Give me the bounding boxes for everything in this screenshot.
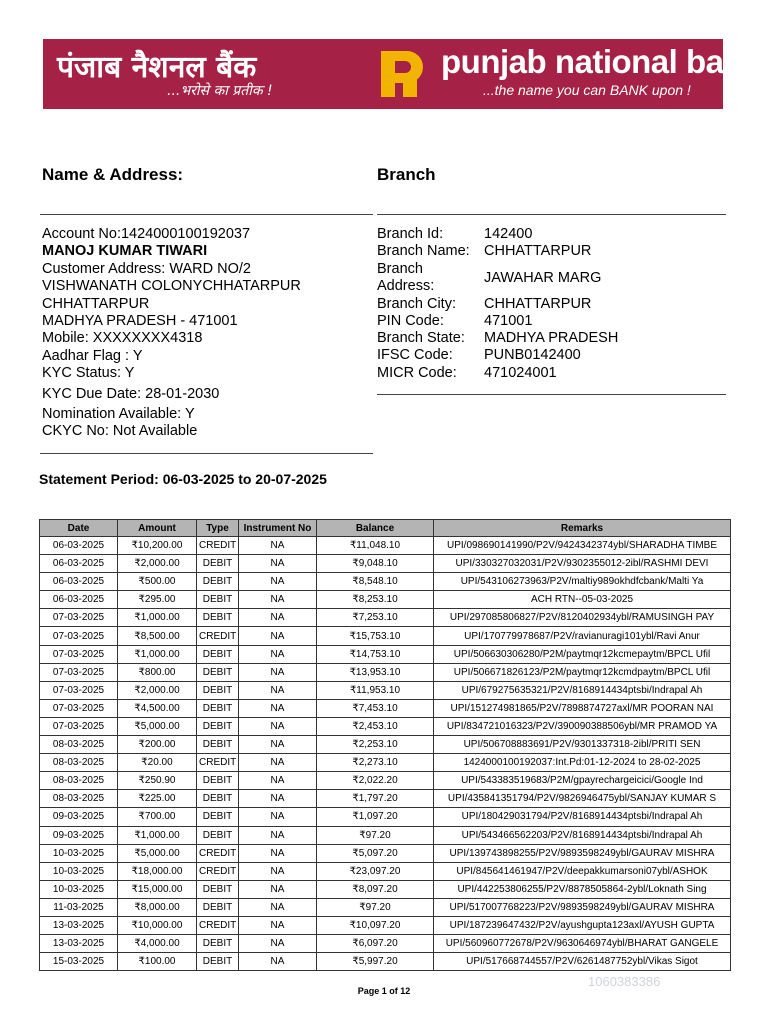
cell-type: DEBIT <box>197 681 239 699</box>
bank-tagline-english: ...the name you can BANK upon ! <box>483 82 691 98</box>
cell-instrument: NA <box>239 844 317 862</box>
cell-balance: ₹1,797.20 <box>317 790 434 808</box>
cell-instrument: NA <box>239 537 317 555</box>
cell-amount: ₹200.00 <box>118 736 197 754</box>
cell-type: DEBIT <box>197 573 239 591</box>
table-row <box>40 591 731 609</box>
table-row <box>40 699 731 717</box>
customer-address-line: MADHYA PRADESH - 471001 <box>42 313 238 330</box>
table-row <box>40 555 731 573</box>
cell-balance: ₹10,097.20 <box>317 916 434 934</box>
cell-amount: ₹700.00 <box>118 808 197 826</box>
cell-date: 09-03-2025 <box>40 826 118 844</box>
cell-amount: ₹5,000.00 <box>118 844 197 862</box>
cell-amount: ₹18,000.00 <box>118 862 197 880</box>
cell-remarks: UPI/151274981865/P2V/7898874727axl/MR POORAN NAI <box>434 699 731 717</box>
table-row <box>40 953 731 971</box>
cell-date: 11-03-2025 <box>40 898 118 916</box>
branch-value: PUNB0142400 <box>484 347 581 364</box>
table-row <box>40 862 731 880</box>
cell-amount: ₹225.00 <box>118 790 197 808</box>
cell-instrument: NA <box>239 772 317 790</box>
cell-amount: ₹100.00 <box>118 953 197 971</box>
cell-type: CREDIT <box>197 862 239 880</box>
table-row <box>40 717 731 735</box>
cell-amount: ₹295.00 <box>118 591 197 609</box>
cell-balance: ₹6,097.20 <box>317 935 434 953</box>
cell-type: DEBIT <box>197 555 239 573</box>
cell-instrument: NA <box>239 627 317 645</box>
column-header-amount: Amount <box>118 520 197 537</box>
cell-instrument: NA <box>239 953 317 971</box>
cell-instrument: NA <box>239 699 317 717</box>
cell-type: DEBIT <box>197 591 239 609</box>
cell-remarks: UPI/517668744557/P2V/6261487752ybl/Vikas Sigot <box>434 953 731 971</box>
cell-remarks: UPI/543383519683/P2M/gpayrechargeicici/Google Ind <box>434 772 731 790</box>
cell-remarks: UPI/543466562203/P2V/8168914434ptsbi/Indrapal Ah <box>434 826 731 844</box>
cell-amount: ₹1,000.00 <box>118 645 197 663</box>
aadhar-flag: Aadhar Flag : Y <box>42 347 143 364</box>
column-header-type: Type <box>197 520 239 537</box>
cell-date: 13-03-2025 <box>40 916 118 934</box>
branch-value: MADHYA PRADESH <box>484 330 619 347</box>
name-address-heading: Name & Address: <box>42 165 184 184</box>
cell-remarks: UPI/506708883691/P2V/9301337318-2ibl/PRITI SEN <box>434 736 731 754</box>
transactions-table <box>39 519 731 971</box>
branch-value: CHHATTARPUR <box>484 243 592 260</box>
cell-balance: ₹2,022.20 <box>317 772 434 790</box>
cell-remarks: UPI/297085806827/P2V/8120402934ybl/RAMUSINGH PAY <box>434 609 731 627</box>
customer-address-line: CHHATTARPUR <box>42 295 150 312</box>
cell-amount: ₹2,000.00 <box>118 681 197 699</box>
cell-date: 07-03-2025 <box>40 681 118 699</box>
cell-amount: ₹20.00 <box>118 754 197 772</box>
cell-remarks: UPI/560960772678/P2V/9630646974ybl/BHARAT GANGELE <box>434 935 731 953</box>
customer-details <box>42 226 301 441</box>
cell-instrument: NA <box>239 916 317 934</box>
cell-amount: ₹800.00 <box>118 663 197 681</box>
cell-date: 07-03-2025 <box>40 627 118 645</box>
cell-remarks: 1424000100192037:Int.Pd:01-12-2024 to 28-02-2025 <box>434 754 731 772</box>
cell-remarks: ACH RTN--05-03-2025 <box>434 591 731 609</box>
cell-remarks: UPI/845641461947/P2V/deepakkumarsoni07ybl/ASHOK <box>434 862 731 880</box>
branch-key: Branch Address: <box>377 260 435 294</box>
column-header-date: Date <box>40 520 118 537</box>
cell-instrument: NA <box>239 754 317 772</box>
cell-amount: ₹1,000.00 <box>118 826 197 844</box>
cell-type: DEBIT <box>197 953 239 971</box>
cell-date: 07-03-2025 <box>40 699 118 717</box>
cell-amount: ₹4,000.00 <box>118 935 197 953</box>
cell-balance: ₹5,997.20 <box>317 953 434 971</box>
cell-remarks: UPI/180429031794/P2V/8168914434ptsbi/Indrapal Ah <box>434 808 731 826</box>
cell-type: CREDIT <box>197 916 239 934</box>
cell-balance: ₹13,953.10 <box>317 663 434 681</box>
cell-date: 10-03-2025 <box>40 844 118 862</box>
cell-date: 13-03-2025 <box>40 935 118 953</box>
column-header-balance: Balance <box>317 520 434 537</box>
branch-key: Branch Name: <box>377 243 470 260</box>
cell-amount: ₹10,200.00 <box>118 537 197 555</box>
table-row <box>40 880 731 898</box>
customer-mobile: Mobile: XXXXXXXX4318 <box>42 330 203 347</box>
cell-balance: ₹14,753.10 <box>317 645 434 663</box>
cell-type: DEBIT <box>197 808 239 826</box>
transactions-body <box>40 537 731 971</box>
branch-value: CHHATTARPUR <box>484 295 592 312</box>
cell-balance: ₹23,097.20 <box>317 862 434 880</box>
cell-instrument: NA <box>239 790 317 808</box>
branch-value: 471001 <box>484 312 533 329</box>
branch-key: Branch State: <box>377 330 465 347</box>
cell-amount: ₹4,500.00 <box>118 699 197 717</box>
customer-address-line: VISHWANATH COLONYCHHATARPUR <box>42 278 301 295</box>
cell-instrument: NA <box>239 555 317 573</box>
bank-name-hindi: पंजाब नैशनल बैंक <box>57 50 257 85</box>
cell-type: DEBIT <box>197 898 239 916</box>
divider <box>377 394 726 395</box>
cell-remarks: UPI/139743898255/P2V/9893598249ybl/GAURAV MISHRA <box>434 844 731 862</box>
cell-type: DEBIT <box>197 717 239 735</box>
cell-date: 07-03-2025 <box>40 609 118 627</box>
cell-remarks: UPI/170779978687/P2V/ravianuragi101ybl/Ravi Anur <box>434 627 731 645</box>
cell-instrument: NA <box>239 591 317 609</box>
cell-date: 06-03-2025 <box>40 537 118 555</box>
cell-type: DEBIT <box>197 645 239 663</box>
bank-tagline-hindi: ...भरोसे का प्रतीक ! <box>167 83 273 99</box>
table-row <box>40 935 731 953</box>
cell-balance: ₹1,097.20 <box>317 808 434 826</box>
cell-type: CREDIT <box>197 627 239 645</box>
column-header-instrument: Instrument No <box>239 520 317 537</box>
divider <box>40 453 373 454</box>
branch-key: PIN Code: <box>377 312 444 329</box>
cell-instrument: NA <box>239 573 317 591</box>
cell-balance: ₹7,253.10 <box>317 609 434 627</box>
cell-remarks: UPI/187239647432/P2V/ayushgupta123axl/AYUSH GUPTA <box>434 916 731 934</box>
cell-date: 07-03-2025 <box>40 645 118 663</box>
table-row <box>40 573 731 591</box>
cell-remarks: UPI/506630306280/P2M/paytmqr12kcmepaytm/BPCL Ufil <box>434 645 731 663</box>
cell-type: DEBIT <box>197 609 239 627</box>
cell-remarks: UPI/442253806255/P2V/8878505864-2ybl/Loknath Sing <box>434 880 731 898</box>
table-row <box>40 826 731 844</box>
bank-banner <box>43 39 762 109</box>
cell-amount: ₹250.90 <box>118 772 197 790</box>
branch-value: 471024001 <box>484 364 557 381</box>
cell-balance: ₹15,753.10 <box>317 627 434 645</box>
cell-remarks: UPI/098690141990/P2V/9424342374ybl/SHARADHA TIMBE <box>434 537 731 555</box>
table-row <box>40 627 731 645</box>
cell-instrument: NA <box>239 736 317 754</box>
divider <box>377 214 726 215</box>
table-row <box>40 916 731 934</box>
cell-date: 15-03-2025 <box>40 953 118 971</box>
branch-heading: Branch <box>377 165 436 184</box>
cell-balance: ₹11,048.10 <box>317 537 434 555</box>
cell-type: DEBIT <box>197 736 239 754</box>
cell-remarks: UPI/679275635321/P2V/8168914434ptsbi/Indrapal Ah <box>434 681 731 699</box>
cell-amount: ₹10,000.00 <box>118 916 197 934</box>
cell-remarks: UPI/543106273963/P2V/maltiy989okhdfcbank/Malti Ya <box>434 573 731 591</box>
cell-amount: ₹5,000.00 <box>118 717 197 735</box>
cell-instrument: NA <box>239 862 317 880</box>
cell-type: DEBIT <box>197 826 239 844</box>
cell-remarks: UPI/517007768223/P2V/9893598249ybl/GAURAV MISHRA <box>434 898 731 916</box>
branch-key: MICR Code: <box>377 364 457 381</box>
cell-balance: ₹7,453.10 <box>317 699 434 717</box>
cell-instrument: NA <box>239 645 317 663</box>
cell-amount: ₹8,500.00 <box>118 627 197 645</box>
cell-balance: ₹8,253.10 <box>317 591 434 609</box>
cell-balance: ₹2,453.10 <box>317 717 434 735</box>
cell-balance: ₹5,097.20 <box>317 844 434 862</box>
cell-type: DEBIT <box>197 880 239 898</box>
cell-balance: ₹2,273.10 <box>317 754 434 772</box>
table-row <box>40 754 731 772</box>
branch-key: Branch Id: <box>377 226 444 242</box>
cell-remarks: UPI/506671826123/P2M/paytmqr12kcmdpaytm/BPCL Ufil <box>434 663 731 681</box>
table-row <box>40 663 731 681</box>
cell-instrument: NA <box>239 609 317 627</box>
kyc-due-date: KYC Due Date: 28-01-2030 <box>42 385 220 402</box>
nomination-available: Nomination Available: Y <box>42 406 195 423</box>
cell-balance: ₹8,548.10 <box>317 573 434 591</box>
cell-balance: ₹97.20 <box>317 826 434 844</box>
branch-value: 142400 <box>484 226 533 242</box>
cell-date: 09-03-2025 <box>40 808 118 826</box>
cell-amount: ₹8,000.00 <box>118 898 197 916</box>
cell-remarks: UPI/330327032031/P2V/9302355012-2ibl/RASHMI DEVI <box>434 555 731 573</box>
cell-date: 08-03-2025 <box>40 736 118 754</box>
cell-date: 06-03-2025 <box>40 573 118 591</box>
statement-period: Statement Period: 06-03-2025 to 20-07-2025 <box>39 471 327 487</box>
table-row <box>40 844 731 862</box>
table-row <box>40 681 731 699</box>
account-number: Account No:1424000100192037 <box>42 226 251 242</box>
table-row <box>40 736 731 754</box>
table-row <box>40 609 731 627</box>
cell-remarks: UPI/435841351794/P2V/9826946475ybl/SANJAY KUMAR S <box>434 790 731 808</box>
cell-type: CREDIT <box>197 537 239 555</box>
page-number: Page 1 of 12 <box>357 986 411 996</box>
cell-balance: ₹2,253.10 <box>317 736 434 754</box>
cell-date: 06-03-2025 <box>40 555 118 573</box>
cell-type: DEBIT <box>197 663 239 681</box>
cell-amount: ₹1,000.00 <box>118 609 197 627</box>
table-row <box>40 808 731 826</box>
cell-instrument: NA <box>239 717 317 735</box>
cell-type: DEBIT <box>197 935 239 953</box>
watermark: 1060383386 <box>588 974 661 989</box>
branch-key: IFSC Code: <box>377 347 453 364</box>
pnb-logo-icon <box>373 47 427 101</box>
cell-type: DEBIT <box>197 699 239 717</box>
customer-address-line: Customer Address: WARD NO/2 <box>42 260 251 277</box>
table-row <box>40 772 731 790</box>
cell-date: 08-03-2025 <box>40 754 118 772</box>
cell-date: 07-03-2025 <box>40 663 118 681</box>
table-row <box>40 645 731 663</box>
cell-remarks: UPI/834721016323/P2V/390090388506ybl/MR PRAMOD YA <box>434 717 731 735</box>
cell-date: 08-03-2025 <box>40 772 118 790</box>
cell-date: 10-03-2025 <box>40 880 118 898</box>
ckyc-number: CKYC No: Not Available <box>42 423 198 440</box>
cell-instrument: NA <box>239 826 317 844</box>
bank-name-english: punjab national bank <box>441 43 762 80</box>
cell-type: DEBIT <box>197 772 239 790</box>
cell-instrument: NA <box>239 898 317 916</box>
cell-date: 07-03-2025 <box>40 717 118 735</box>
table-row <box>40 898 731 916</box>
column-header-remarks: Remarks <box>434 520 731 537</box>
cell-instrument: NA <box>239 935 317 953</box>
divider <box>40 214 373 215</box>
cell-amount: ₹2,000.00 <box>118 555 197 573</box>
customer-name: MANOJ KUMAR TIWARI <box>42 243 208 260</box>
cell-type: DEBIT <box>197 790 239 808</box>
cell-balance: ₹97.20 <box>317 898 434 916</box>
branch-value: JAWAHAR MARG <box>484 269 602 286</box>
cell-date: 08-03-2025 <box>40 790 118 808</box>
cell-type: CREDIT <box>197 754 239 772</box>
cell-balance: ₹11,953.10 <box>317 681 434 699</box>
cell-instrument: NA <box>239 808 317 826</box>
table-row <box>40 537 731 555</box>
cell-balance: ₹8,097.20 <box>317 880 434 898</box>
cell-date: 06-03-2025 <box>40 591 118 609</box>
cell-type: CREDIT <box>197 844 239 862</box>
table-header-row <box>40 520 731 537</box>
cell-amount: ₹500.00 <box>118 573 197 591</box>
cell-instrument: NA <box>239 663 317 681</box>
table-row <box>40 790 731 808</box>
cell-balance: ₹9,048.10 <box>317 555 434 573</box>
cell-instrument: NA <box>239 880 317 898</box>
cell-instrument: NA <box>239 681 317 699</box>
cell-amount: ₹15,000.00 <box>118 880 197 898</box>
cell-date: 10-03-2025 <box>40 862 118 880</box>
branch-key: Branch City: <box>377 295 456 312</box>
kyc-status: KYC Status: Y <box>42 365 135 382</box>
